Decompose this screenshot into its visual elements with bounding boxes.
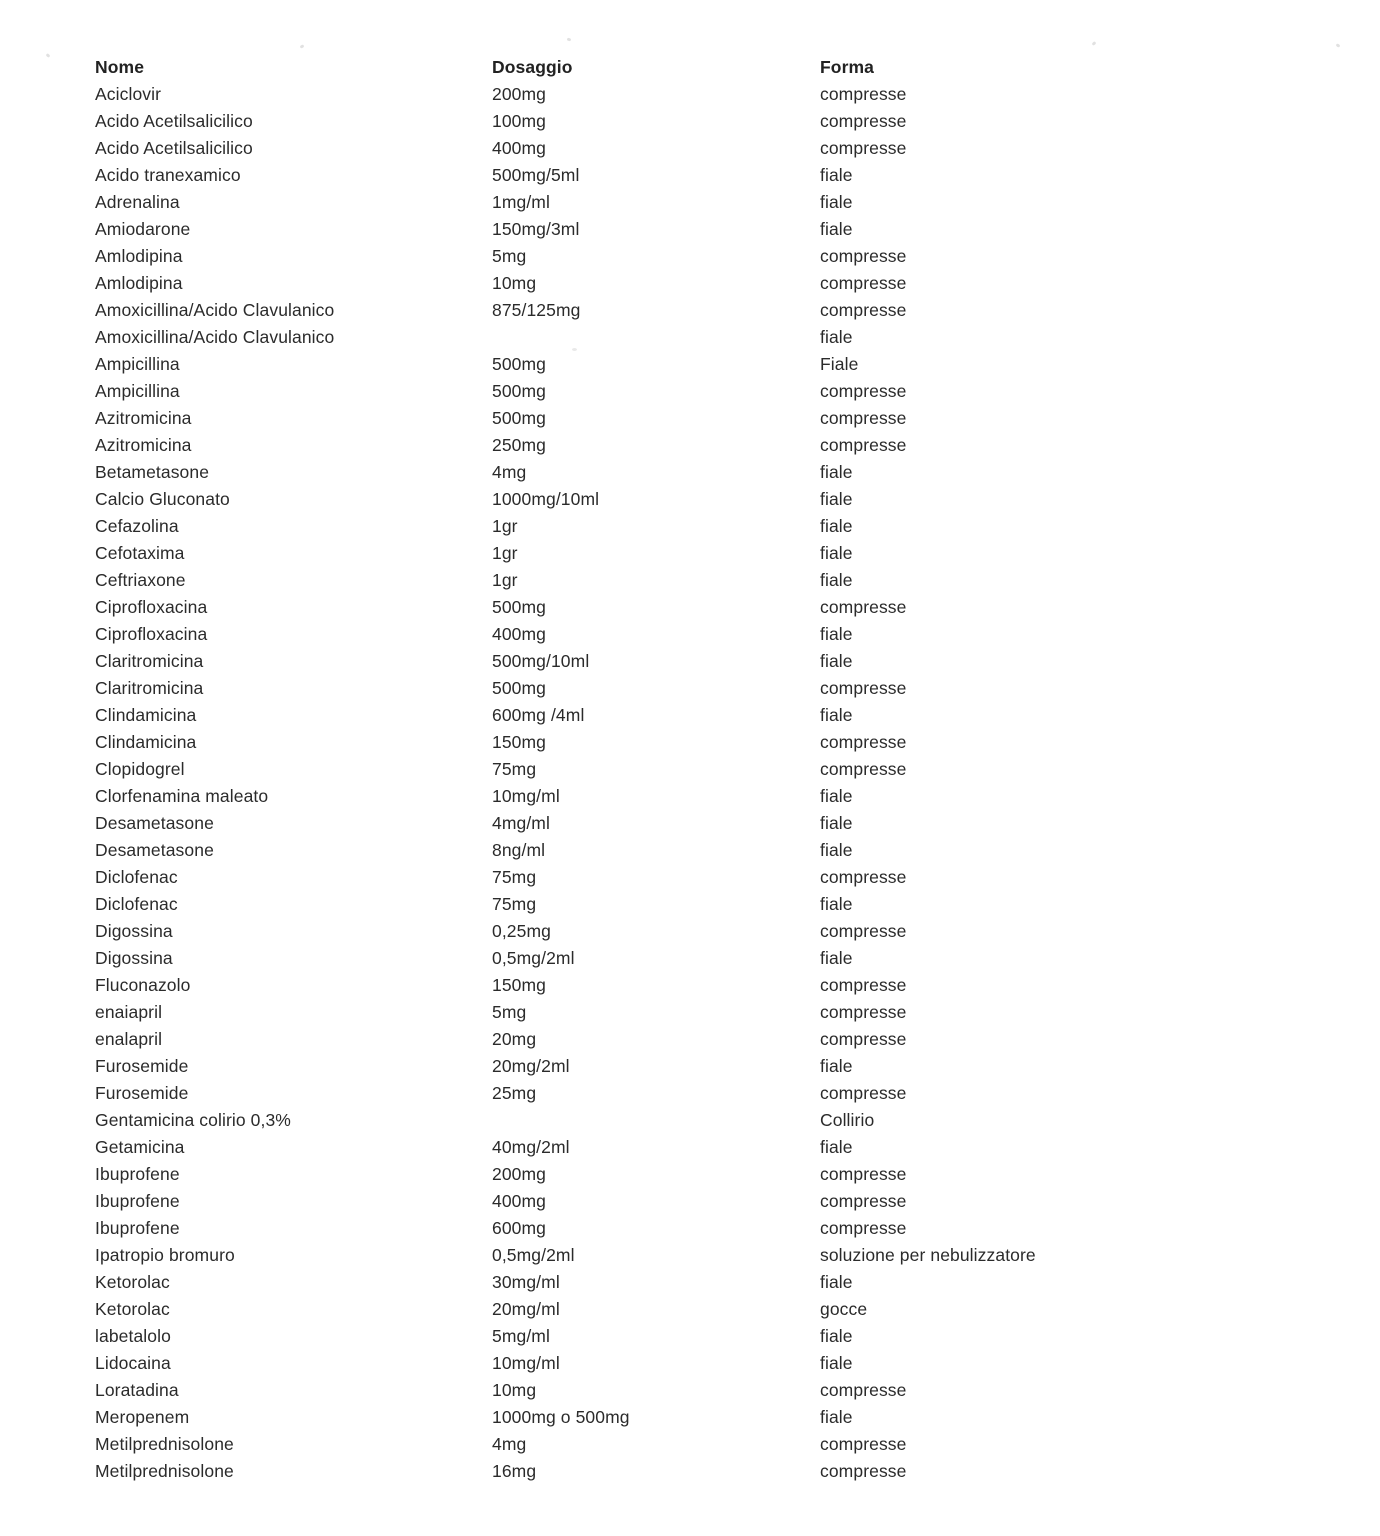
cell-forma: compresse [820,1461,907,1481]
cell-dosaggio: 600mg /4ml [492,705,585,725]
scan-speck [1336,43,1341,48]
cell-forma: Fiale [820,354,859,374]
table-row [95,1350,1355,1377]
cell-forma: compresse [820,732,907,752]
cell-dosaggio: 0,5mg/2ml [492,948,575,968]
cell-nome: Ceftriaxone [95,570,186,590]
cell-forma: fiale [820,489,853,509]
cell-dosaggio: 40mg/2ml [492,1137,570,1157]
cell-dosaggio: 4mg [492,1434,527,1454]
column-header-forma: Forma [820,57,874,77]
cell-dosaggio: 500mg [492,381,547,401]
table-row [95,459,1355,486]
table-row [95,297,1355,324]
table-row [95,648,1355,675]
cell-nome: Ibuprofene [95,1218,180,1238]
cell-dosaggio: 500mg/10ml [492,651,590,671]
table-row [95,432,1355,459]
cell-nome: Getamicina [95,1137,185,1157]
cell-nome: Cefotaxima [95,543,185,563]
table-row [95,1458,1355,1485]
cell-forma: fiale [820,1326,853,1346]
table-row [95,189,1355,216]
cell-dosaggio: 0,25mg [492,921,551,941]
cell-nome: Acido Acetilsalicilico [95,138,253,158]
cell-dosaggio: 25mg [492,1083,537,1103]
cell-forma: compresse [820,1434,907,1454]
cell-nome: Digossina [95,948,173,968]
table-row [95,540,1355,567]
cell-forma: fiale [820,327,853,347]
cell-dosaggio: 30mg/ml [492,1272,560,1292]
cell-nome: Ibuprofene [95,1191,180,1211]
cell-nome: Ipatropio bromuro [95,1245,235,1265]
column-header-dosaggio: Dosaggio [492,57,573,77]
cell-dosaggio: 500mg/5ml [492,165,580,185]
table-row [95,702,1355,729]
cell-nome: Loratadina [95,1380,179,1400]
cell-forma: compresse [820,273,907,293]
table-row [95,567,1355,594]
table-row [95,351,1355,378]
cell-dosaggio: 500mg [492,354,547,374]
cell-dosaggio: 875/125mg [492,300,581,320]
cell-nome: Azitromicina [95,435,192,455]
cell-nome: Furosemide [95,1083,189,1103]
table-row [95,486,1355,513]
cell-forma: compresse [820,867,907,887]
cell-dosaggio: 100mg [492,111,547,131]
table-row [95,621,1355,648]
cell-nome: Digossina [95,921,173,941]
table-row [95,1431,1355,1458]
cell-nome: Metilprednisolone [95,1461,234,1481]
cell-nome: Acido Acetilsalicilico [95,111,253,131]
table-row [95,729,1355,756]
cell-forma: compresse [820,381,907,401]
cell-forma: fiale [820,219,853,239]
scan-speck [1092,41,1097,46]
table-row [95,1269,1355,1296]
cell-forma: fiale [820,840,853,860]
cell-forma: compresse [820,138,907,158]
table-row [95,108,1355,135]
table-row [95,270,1355,297]
table-row [95,243,1355,270]
scan-speck [46,53,51,58]
cell-nome: Ketorolac [95,1272,170,1292]
cell-dosaggio: 75mg [492,867,537,887]
cell-nome: Calcio Gluconato [95,489,230,509]
cell-nome: Amoxicillina/Acido Clavulanico [95,327,335,347]
table-row [95,837,1355,864]
table-row [95,1215,1355,1242]
cell-nome: Clindamicina [95,732,197,752]
cell-dosaggio: 500mg [492,678,547,698]
table-row [95,756,1355,783]
cell-dosaggio: 20mg [492,1029,537,1049]
table-row [95,1053,1355,1080]
cell-nome: Gentamicina colirio 0,3% [95,1110,291,1130]
cell-nome: Ciprofloxacina [95,597,208,617]
table-row [95,999,1355,1026]
cell-dosaggio: 400mg [492,624,547,644]
cell-nome: Fluconazolo [95,975,191,995]
table-row [95,1377,1355,1404]
cell-nome: enalapril [95,1029,163,1049]
cell-dosaggio: 500mg [492,408,547,428]
table-row [95,81,1355,108]
cell-forma: fiale [820,1353,853,1373]
cell-nome: Clindamicina [95,705,197,725]
table-row [95,945,1355,972]
table-row [95,162,1355,189]
cell-nome: Diclofenac [95,867,178,887]
cell-forma: fiale [820,192,853,212]
cell-dosaggio: 5mg [492,1002,527,1022]
cell-nome: Azitromicina [95,408,192,428]
cell-nome: Ampicillina [95,381,180,401]
cell-nome: Ampicillina [95,354,180,374]
cell-dosaggio: 500mg [492,597,547,617]
table-row [95,216,1355,243]
table-row [95,405,1355,432]
cell-forma: fiale [820,516,853,536]
cell-dosaggio: 600mg [492,1218,547,1238]
cell-forma: soluzione per nebulizzatore [820,1245,1036,1265]
table-row [95,783,1355,810]
cell-forma: gocce [820,1299,868,1319]
cell-nome: Furosemide [95,1056,189,1076]
cell-nome: labetalolo [95,1326,171,1346]
cell-forma: compresse [820,1164,907,1184]
cell-nome: Aciclovir [95,84,162,104]
cell-forma: fiale [820,813,853,833]
cell-dosaggio: 200mg [492,1164,547,1184]
cell-dosaggio: 250mg [492,435,547,455]
cell-dosaggio: 150mg [492,732,547,752]
cell-dosaggio: 150mg [492,975,547,995]
table-row [95,1080,1355,1107]
cell-nome: Cefazolina [95,516,179,536]
cell-forma: fiale [820,624,853,644]
cell-forma: compresse [820,1002,907,1022]
cell-forma: fiale [820,165,853,185]
cell-nome: Claritromicina [95,651,204,671]
cell-forma: compresse [820,597,907,617]
table-row [95,1107,1355,1134]
cell-dosaggio: 4mg [492,462,527,482]
cell-dosaggio: 75mg [492,894,537,914]
cell-dosaggio: 0,5mg/2ml [492,1245,575,1265]
cell-dosaggio: 75mg [492,759,537,779]
cell-forma: compresse [820,300,907,320]
table-row [95,1404,1355,1431]
table-row [95,1188,1355,1215]
cell-dosaggio: 4mg/ml [492,813,550,833]
table-row [95,864,1355,891]
table-row [95,1161,1355,1188]
table-row [95,918,1355,945]
cell-forma: fiale [820,543,853,563]
cell-forma: compresse [820,84,907,104]
cell-dosaggio: 150mg/3ml [492,219,580,239]
cell-dosaggio: 10mg [492,1380,537,1400]
table-body [95,81,1355,1485]
cell-dosaggio: 1gr [492,516,518,536]
cell-forma: compresse [820,1191,907,1211]
cell-nome: enaiapril [95,1002,163,1022]
cell-forma: compresse [820,975,907,995]
cell-dosaggio: 10mg [492,273,537,293]
table-row [95,594,1355,621]
table-row [95,1242,1355,1269]
cell-dosaggio: 10mg/ml [492,786,560,806]
cell-forma: compresse [820,1029,907,1049]
cell-nome: Desametasone [95,813,214,833]
cell-forma: fiale [820,1056,853,1076]
table-row [95,1323,1355,1350]
cell-dosaggio: 400mg [492,138,547,158]
table-row [95,675,1355,702]
cell-forma: fiale [820,786,853,806]
cell-forma: fiale [820,894,853,914]
cell-nome: Clorfenamina maleato [95,786,269,806]
medications-table [95,54,1355,1485]
cell-dosaggio: 1000mg/10ml [492,489,600,509]
cell-nome: Claritromicina [95,678,204,698]
cell-nome: Diclofenac [95,894,178,914]
table-row [95,810,1355,837]
cell-forma: compresse [820,435,907,455]
cell-forma: fiale [820,705,853,725]
scan-speck [300,44,305,49]
cell-forma: compresse [820,111,907,131]
cell-forma: fiale [820,948,853,968]
table-row [95,1026,1355,1053]
cell-dosaggio: 20mg/ml [492,1299,560,1319]
cell-forma: Collirio [820,1110,875,1130]
cell-nome: Ciprofloxacina [95,624,208,644]
cell-forma: compresse [820,1083,907,1103]
cell-nome: Adrenalina [95,192,180,212]
cell-forma: fiale [820,651,853,671]
table-row [95,1134,1355,1161]
cell-forma: fiale [820,462,853,482]
cell-forma: fiale [820,1407,853,1427]
column-header-nome: Nome [95,57,145,77]
cell-nome: Metilprednisolone [95,1434,234,1454]
cell-forma: fiale [820,570,853,590]
cell-dosaggio: 400mg [492,1191,547,1211]
cell-dosaggio: 200mg [492,84,547,104]
cell-dosaggio: 10mg/ml [492,1353,560,1373]
cell-dosaggio: 16mg [492,1461,537,1481]
cell-forma: fiale [820,1272,853,1292]
cell-forma: compresse [820,678,907,698]
cell-dosaggio: 1000mg o 500mg [492,1407,630,1427]
cell-nome: Ibuprofene [95,1164,180,1184]
table-row [95,1296,1355,1323]
cell-dosaggio: 1mg/ml [492,192,550,212]
scan-speck [567,37,572,41]
cell-forma: compresse [820,921,907,941]
cell-dosaggio: 1gr [492,570,518,590]
cell-nome: Lidocaina [95,1353,171,1373]
cell-forma: fiale [820,1137,853,1157]
cell-forma: compresse [820,1380,907,1400]
table-row [95,513,1355,540]
cell-dosaggio: 20mg/2ml [492,1056,570,1076]
cell-dosaggio: 5mg/ml [492,1326,550,1346]
cell-dosaggio: 8ng/ml [492,840,546,860]
cell-nome: Betametasone [95,462,210,482]
cell-nome: Clopidogrel [95,759,185,779]
cell-dosaggio: 1gr [492,543,518,563]
cell-forma: compresse [820,246,907,266]
table-row [95,135,1355,162]
cell-nome: Amlodipina [95,273,183,293]
cell-nome: Ketorolac [95,1299,170,1319]
cell-forma: compresse [820,408,907,428]
cell-forma: compresse [820,1218,907,1238]
cell-forma: compresse [820,759,907,779]
cell-nome: Amiodarone [95,219,191,239]
cell-dosaggio: 5mg [492,246,527,266]
cell-nome: Amoxicillina/Acido Clavulanico [95,300,335,320]
cell-nome: Acido tranexamico [95,165,241,185]
cell-nome: Meropenem [95,1407,190,1427]
cell-nome: Amlodipina [95,246,183,266]
table-row [95,891,1355,918]
table-row [95,378,1355,405]
table-header-row [95,54,1355,81]
table-row [95,324,1355,351]
table-row [95,972,1355,999]
cell-nome: Desametasone [95,840,214,860]
